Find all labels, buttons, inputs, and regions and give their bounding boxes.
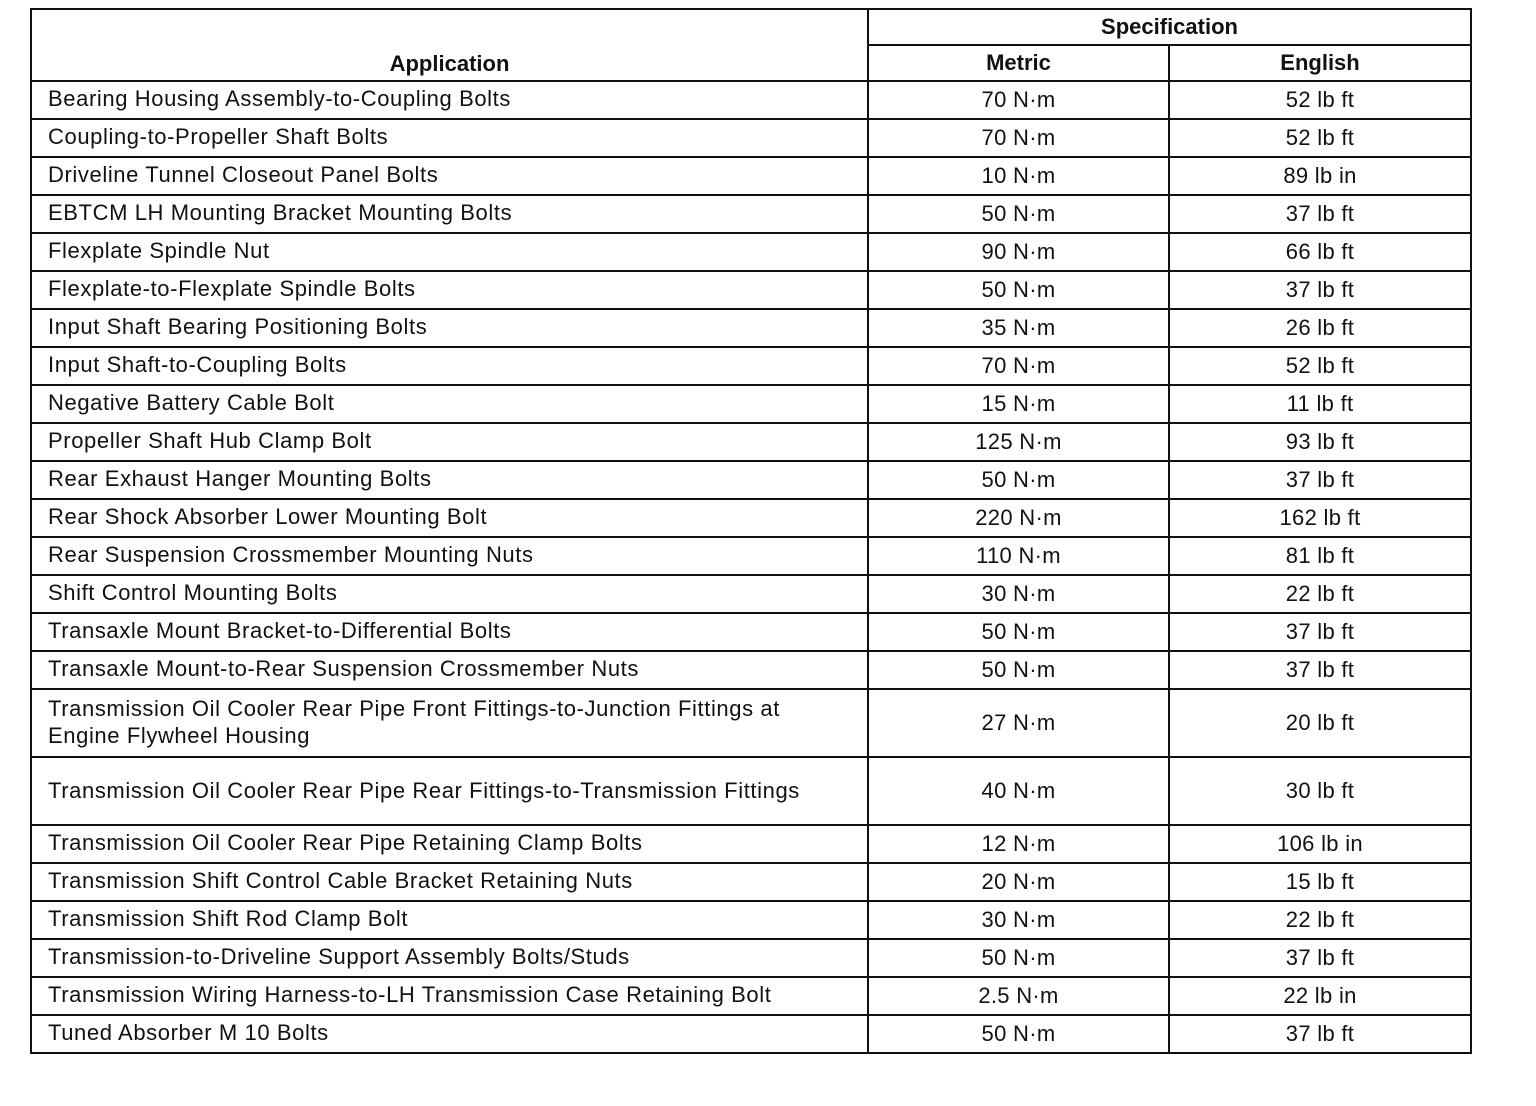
metric-cell: 50 N·m xyxy=(868,651,1169,689)
english-cell: 22 lb ft xyxy=(1169,901,1471,939)
column-header-application: Application xyxy=(31,9,868,81)
table-row xyxy=(31,575,1471,613)
table-row xyxy=(31,499,1471,537)
table-row xyxy=(31,757,1471,825)
metric-cell: 110 N·m xyxy=(868,537,1169,575)
table-row xyxy=(31,233,1471,271)
table-row xyxy=(31,385,1471,423)
metric-cell: 12 N·m xyxy=(868,825,1169,863)
english-cell: 106 lb in xyxy=(1169,825,1471,863)
table-row xyxy=(31,157,1471,195)
column-header-specification: Specification xyxy=(868,9,1471,45)
table-row xyxy=(31,119,1471,157)
english-cell: 26 lb ft xyxy=(1169,309,1471,347)
english-cell: 93 lb ft xyxy=(1169,423,1471,461)
metric-cell: 50 N·m xyxy=(868,271,1169,309)
metric-cell: 40 N·m xyxy=(868,757,1169,825)
english-cell: 11 lb ft xyxy=(1169,385,1471,423)
column-header-english: English xyxy=(1169,45,1471,81)
english-cell: 81 lb ft xyxy=(1169,537,1471,575)
english-cell: 37 lb ft xyxy=(1169,613,1471,651)
table-row xyxy=(31,651,1471,689)
metric-cell: 90 N·m xyxy=(868,233,1169,271)
application-cell: Transaxle Mount-to-Rear Suspension Crossmember Nuts xyxy=(31,651,868,689)
metric-cell: 50 N·m xyxy=(868,939,1169,977)
application-cell: Transmission Oil Cooler Rear Pipe Retaining Clamp Bolts xyxy=(31,825,868,863)
table-row xyxy=(31,195,1471,233)
metric-cell: 70 N·m xyxy=(868,119,1169,157)
english-cell: 37 lb ft xyxy=(1169,939,1471,977)
english-cell: 37 lb ft xyxy=(1169,651,1471,689)
application-cell: Propeller Shaft Hub Clamp Bolt xyxy=(31,423,868,461)
metric-cell: 27 N·m xyxy=(868,689,1169,757)
table-row xyxy=(31,1015,1471,1053)
table-row xyxy=(31,901,1471,939)
english-cell: 37 lb ft xyxy=(1169,195,1471,233)
english-cell: 15 lb ft xyxy=(1169,863,1471,901)
metric-cell: 2.5 N·m xyxy=(868,977,1169,1015)
application-cell: Bearing Housing Assembly-to-Coupling Bolts xyxy=(31,81,868,119)
table-row xyxy=(31,81,1471,119)
metric-cell: 50 N·m xyxy=(868,1015,1169,1053)
application-cell: Input Shaft-to-Coupling Bolts xyxy=(31,347,868,385)
english-cell: 162 lb ft xyxy=(1169,499,1471,537)
metric-cell: 15 N·m xyxy=(868,385,1169,423)
application-cell: Tuned Absorber M 10 Bolts xyxy=(31,1015,868,1053)
english-cell: 52 lb ft xyxy=(1169,119,1471,157)
application-cell: Flexplate Spindle Nut xyxy=(31,233,868,271)
english-cell: 22 lb ft xyxy=(1169,575,1471,613)
table-row xyxy=(31,939,1471,977)
application-cell: Transmission Shift Rod Clamp Bolt xyxy=(31,901,868,939)
english-cell: 37 lb ft xyxy=(1169,461,1471,499)
table-row xyxy=(31,825,1471,863)
table-row xyxy=(31,863,1471,901)
table-row xyxy=(31,977,1471,1015)
table-header xyxy=(31,9,1471,81)
application-cell: Transmission Oil Cooler Rear Pipe Rear Fittings-to-Transmission Fittings xyxy=(31,757,868,825)
application-cell: Shift Control Mounting Bolts xyxy=(31,575,868,613)
metric-cell: 220 N·m xyxy=(868,499,1169,537)
application-cell: Transmission-to-Driveline Support Assembly Bolts/Studs xyxy=(31,939,868,977)
application-cell: Driveline Tunnel Closeout Panel Bolts xyxy=(31,157,868,195)
metric-cell: 30 N·m xyxy=(868,901,1169,939)
metric-cell: 50 N·m xyxy=(868,195,1169,233)
table-row xyxy=(31,423,1471,461)
table-row xyxy=(31,347,1471,385)
english-cell: 37 lb ft xyxy=(1169,1015,1471,1053)
english-cell: 30 lb ft xyxy=(1169,757,1471,825)
application-cell: Rear Exhaust Hanger Mounting Bolts xyxy=(31,461,868,499)
table-row xyxy=(31,309,1471,347)
torque-specification-table xyxy=(30,8,1472,1054)
table-body xyxy=(31,81,1471,1053)
metric-cell: 50 N·m xyxy=(868,461,1169,499)
metric-cell: 70 N·m xyxy=(868,81,1169,119)
application-cell: Coupling-to-Propeller Shaft Bolts xyxy=(31,119,868,157)
application-cell: Transmission Oil Cooler Rear Pipe Front Fittings-to-Junction Fittings at Engine Flywheel Housing xyxy=(31,689,868,757)
english-cell: 89 lb in xyxy=(1169,157,1471,195)
english-cell: 52 lb ft xyxy=(1169,81,1471,119)
metric-cell: 30 N·m xyxy=(868,575,1169,613)
metric-cell: 50 N·m xyxy=(868,613,1169,651)
metric-cell: 70 N·m xyxy=(868,347,1169,385)
application-cell: Negative Battery Cable Bolt xyxy=(31,385,868,423)
table-row xyxy=(31,613,1471,651)
table-row xyxy=(31,461,1471,499)
table-row xyxy=(31,271,1471,309)
application-cell: Transaxle Mount Bracket-to-Differential Bolts xyxy=(31,613,868,651)
english-cell: 52 lb ft xyxy=(1169,347,1471,385)
column-header-metric: Metric xyxy=(868,45,1169,81)
english-cell: 20 lb ft xyxy=(1169,689,1471,757)
application-cell: Flexplate-to-Flexplate Spindle Bolts xyxy=(31,271,868,309)
metric-cell: 20 N·m xyxy=(868,863,1169,901)
english-cell: 22 lb in xyxy=(1169,977,1471,1015)
table-row xyxy=(31,537,1471,575)
table-row xyxy=(31,689,1471,757)
application-cell: Transmission Shift Control Cable Bracket Retaining Nuts xyxy=(31,863,868,901)
application-cell: Rear Suspension Crossmember Mounting Nuts xyxy=(31,537,868,575)
header-row-top xyxy=(31,9,1471,45)
application-cell: Input Shaft Bearing Positioning Bolts xyxy=(31,309,868,347)
metric-cell: 125 N·m xyxy=(868,423,1169,461)
metric-cell: 10 N·m xyxy=(868,157,1169,195)
application-cell: Transmission Wiring Harness-to-LH Transmission Case Retaining Bolt xyxy=(31,977,868,1015)
application-cell: Rear Shock Absorber Lower Mounting Bolt xyxy=(31,499,868,537)
application-cell: EBTCM LH Mounting Bracket Mounting Bolts xyxy=(31,195,868,233)
english-cell: 66 lb ft xyxy=(1169,233,1471,271)
metric-cell: 35 N·m xyxy=(868,309,1169,347)
english-cell: 37 lb ft xyxy=(1169,271,1471,309)
